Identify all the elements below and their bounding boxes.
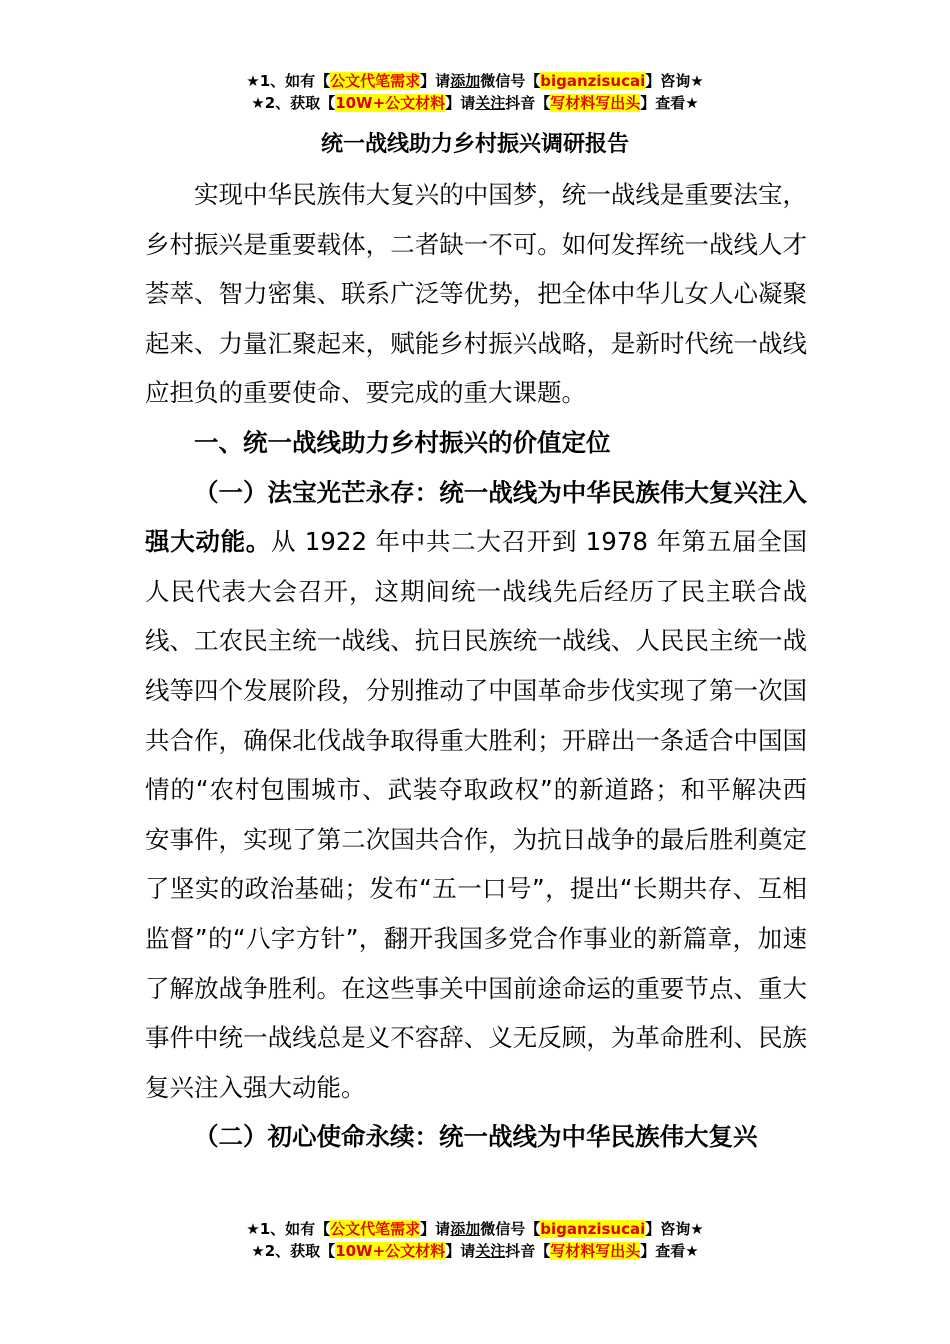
top-banner xyxy=(0,70,950,114)
section-heading: 一、统一战线助力乡村振兴的价值定位 xyxy=(194,427,611,457)
banner-highlight: 公文代笔需求 xyxy=(330,1220,421,1238)
document-body xyxy=(145,170,807,1162)
subsection-1-body: 从 1922 年中共二大召开到 1978 年第五届全国人民代表大会召开，这期间统一战线先后经历了民主联合战线、工农民主统一战线、抗日民族统一战线、人民民主统一战线等四个发展阶段，分别推动了中国革命步伐实现了第一次国共合作，确保北伐战争取得重大胜利；开辟出一条适合中国国情的“农村包围城市、武装夺取政权”的新道路；和平解决西安事件，实现了第二次国共合作，为抗日战争的最后胜利奠定了坚实的政治基础；发布“五一口号”，提出“长期共存、互相监督”的“八字方针”，翻开我国多党合作事业的新篇章，加速了解放战争胜利。在这些事关中国前途命运的重要节点、重大事件中统一战线总是义不容辞、义无反顾，为革命胜利、民族复兴注入强大动能。 xyxy=(145,527,807,1102)
banner-wechat-id: biganzisucai xyxy=(540,72,646,90)
bottom-banner xyxy=(0,1218,950,1262)
subsection-2-heading: （二）初心使命永续：统一战线为中华民族伟大复兴 xyxy=(194,1122,758,1152)
banner-douyin-id: 写材料写出头 xyxy=(550,1242,641,1260)
subsection-1-heading: （一）法宝光芒永存：统一战线为中华民族伟大复兴注入强大动能。 xyxy=(145,477,807,557)
banner-line-1: ★1、如有【公文代笔需求】请添加微信号【biganzisucai】咨询★ xyxy=(246,72,704,90)
banner-highlight: 10W+公文材料 xyxy=(335,94,446,112)
banner-wechat-id: biganzisucai xyxy=(540,1220,646,1238)
banner-line-1: ★1、如有【公文代笔需求】请添加微信号【biganzisucai】咨询★ xyxy=(246,1220,704,1238)
subsection-1-paragraph xyxy=(145,468,807,1113)
intro-paragraph: 实现中华民族伟大复兴的中国梦，统一战线是重要法宝，乡村振兴是重要载体，二者缺一不可。如何发挥统一战线人才荟萃、智力密集、联系广泛等优势，把全体中华儿女人心凝聚起来、力量汇聚起来，赋能乡村振兴战略，是新时代统一战线应担负的重要使命、要完成的重大课题。 xyxy=(145,180,807,408)
banner-highlight: 10W+公文材料 xyxy=(335,1242,446,1260)
banner-douyin-id: 写材料写出头 xyxy=(550,94,641,112)
banner-line-2: ★2、获取【10W+公文材料】请关注抖音【写材料写出头】查看★ xyxy=(251,1242,699,1260)
banner-line-2: ★2、获取【10W+公文材料】请关注抖音【写材料写出头】查看★ xyxy=(251,94,699,112)
banner-highlight: 公文代笔需求 xyxy=(330,72,421,90)
document-title: 统一战线助力乡村振兴调研报告 xyxy=(320,132,629,157)
